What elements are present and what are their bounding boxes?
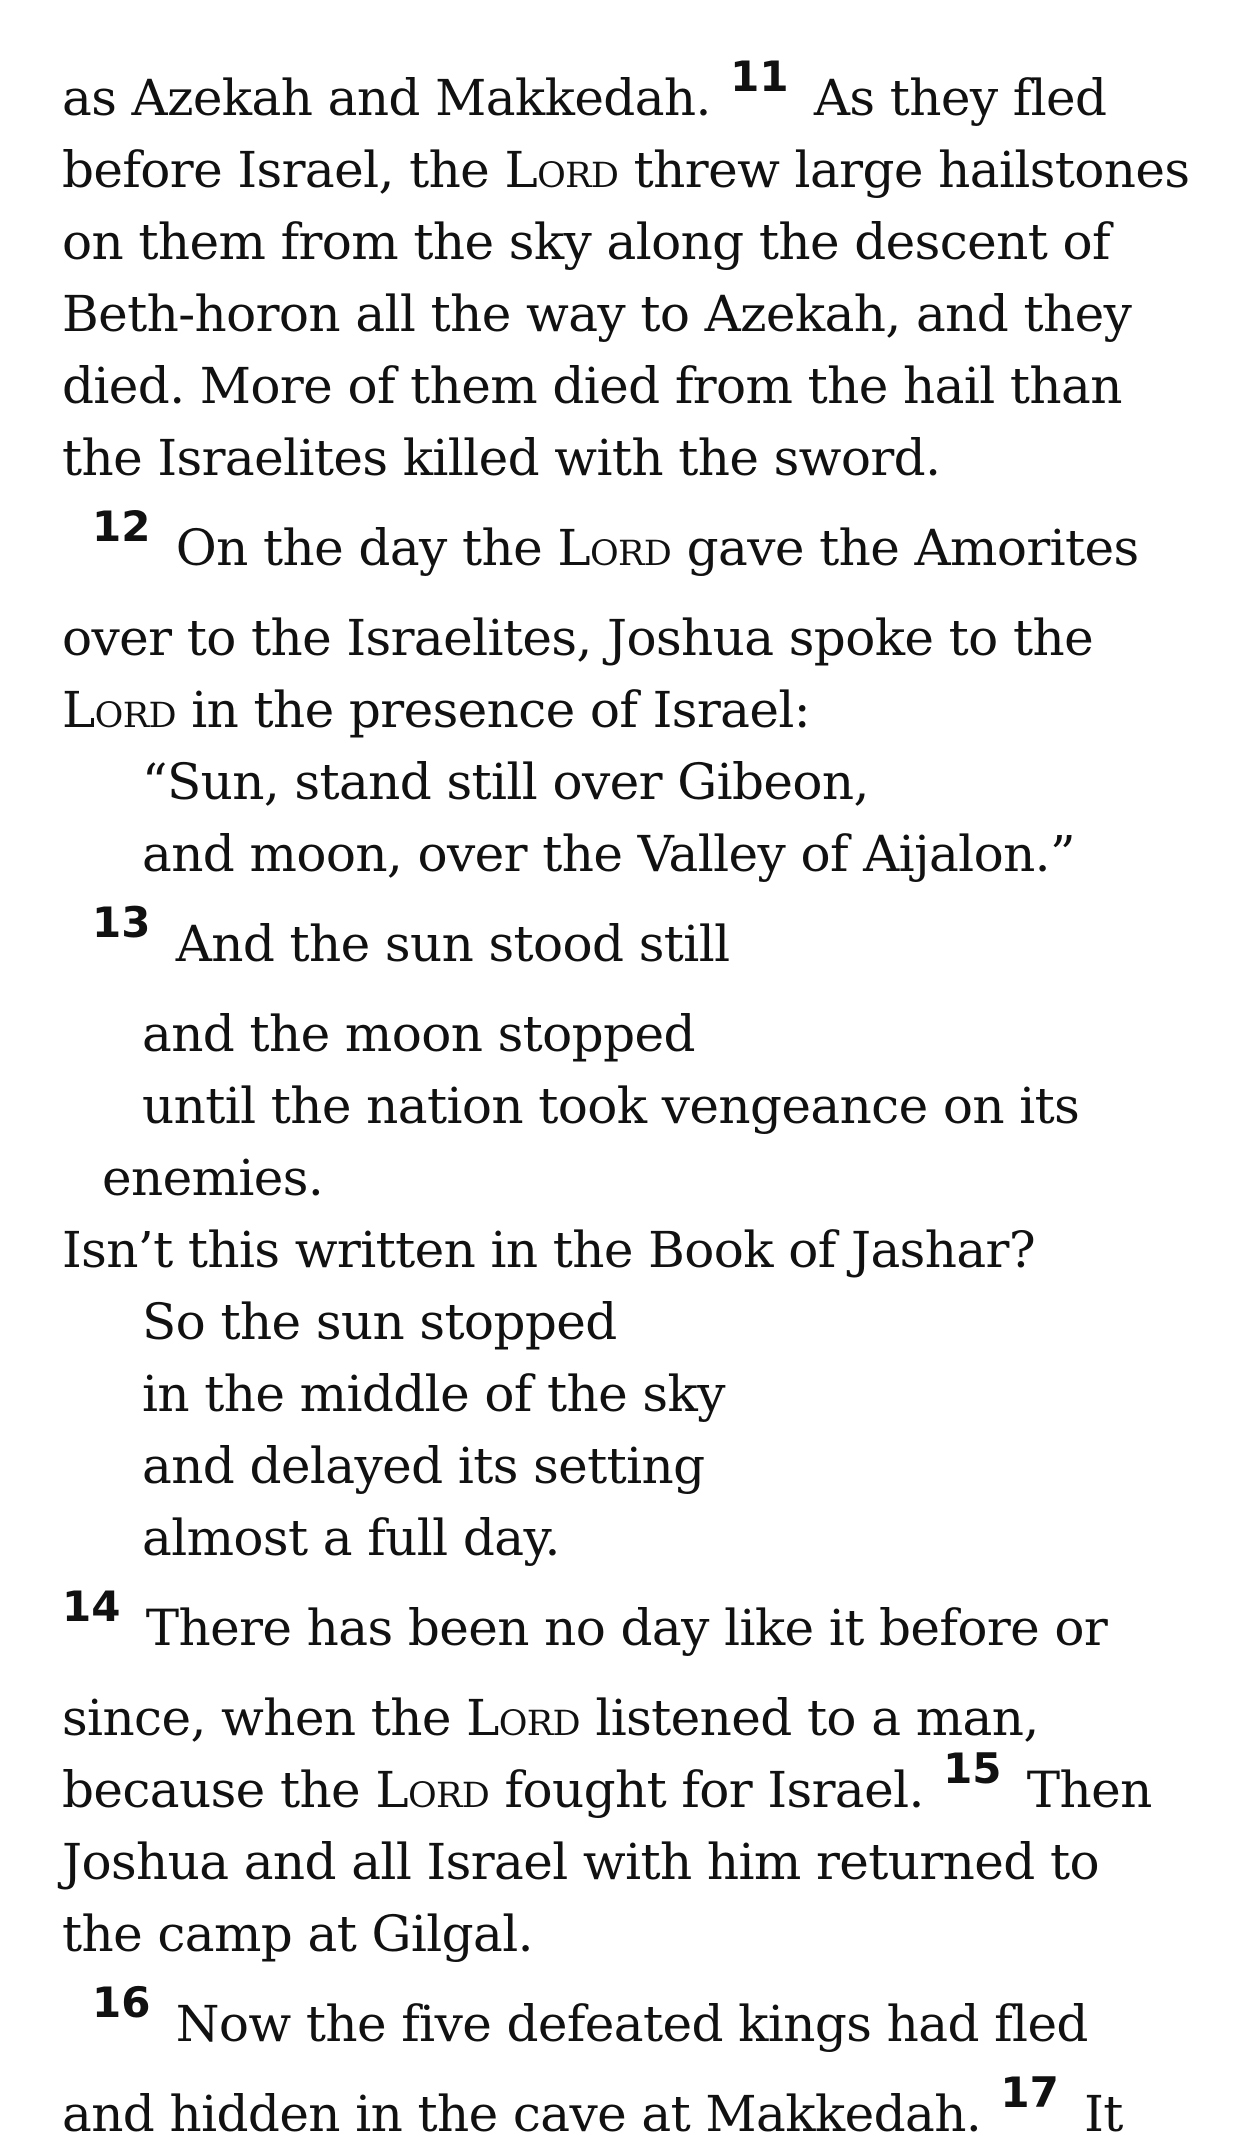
verse-number-11[interactable]: 11 bbox=[730, 52, 789, 101]
text-line: on them from the sky along the descent of bbox=[62, 213, 1110, 271]
text-line: over to the Israelites, Joshua spoke to the bbox=[62, 609, 1094, 667]
poem-line: and the moon stopped bbox=[142, 1005, 695, 1063]
verse-number-15[interactable]: 15 bbox=[943, 1744, 1002, 1793]
verse-number-13[interactable]: 13 bbox=[92, 898, 151, 947]
text-line: Beth-horon all the way to Azekah, and they bbox=[62, 285, 1132, 343]
text-line: Joshua and all Israel with him returned to bbox=[62, 1833, 1099, 1891]
text-line: the Israelites killed with the sword. bbox=[62, 429, 941, 487]
text-line: as Azekah and Makkedah. $^{11}$ As they fled bbox=[62, 52, 1107, 127]
divine-name: Lord bbox=[62, 681, 176, 739]
poem-line: $^{13}$ And the sun stood still bbox=[92, 898, 730, 973]
divine-name: Lord bbox=[466, 1689, 581, 1747]
text-line: Lord in the presence of Israel: bbox=[62, 681, 810, 739]
text-line: Isn’t this written in the Book of Jashar? bbox=[62, 1221, 1036, 1279]
text-line: $^{14}$ There has been no day like it before or bbox=[62, 1582, 1108, 1657]
poem-line: and moon, over the Valley of Aijalon.” bbox=[142, 825, 1075, 883]
poem-line: enemies. bbox=[102, 1149, 324, 1207]
text-line: since, when the Lord listened to a man, bbox=[62, 1689, 1039, 1747]
text-line: died. More of them died from the hail than bbox=[62, 357, 1122, 415]
text-line: the camp at Gilgal. bbox=[62, 1905, 533, 1963]
verse-number-14[interactable]: 14 bbox=[62, 1582, 121, 1631]
text-line: $^{12}$ On the day the Lord gave the Amorites bbox=[92, 502, 1139, 577]
text-line: $^{16}$ Now the five defeated kings had fled bbox=[92, 1978, 1088, 2053]
verse-number-17[interactable]: 17 bbox=[1000, 2068, 1059, 2117]
divine-name: Lord bbox=[557, 519, 672, 577]
verse-number-16[interactable]: 16 bbox=[92, 1978, 151, 2027]
text-line: because the Lord fought for Israel. $^{15}$ Then bbox=[62, 1744, 1152, 1819]
divine-name: Lord bbox=[504, 141, 619, 199]
poem-line: and delayed its setting bbox=[142, 1437, 705, 1495]
text-line: and hidden in the cave at Makkedah. $^{17}$ It bbox=[62, 2068, 1123, 2143]
poem-line: So the sun stopped bbox=[142, 1293, 617, 1351]
poem-line: “Sun, stand still over Gibeon, bbox=[142, 753, 869, 811]
poem-line: almost a full day. bbox=[142, 1509, 560, 1567]
divine-name: Lord bbox=[375, 1761, 490, 1819]
text-line: before Israel, the Lord threw large hailstones bbox=[62, 141, 1190, 199]
scripture-text bbox=[62, 52, 1202, 2150]
poem-line: until the nation took vengeance on its bbox=[142, 1077, 1080, 1135]
poem-line: in the middle of the sky bbox=[142, 1365, 725, 1423]
verse-number-12[interactable]: 12 bbox=[92, 502, 151, 551]
